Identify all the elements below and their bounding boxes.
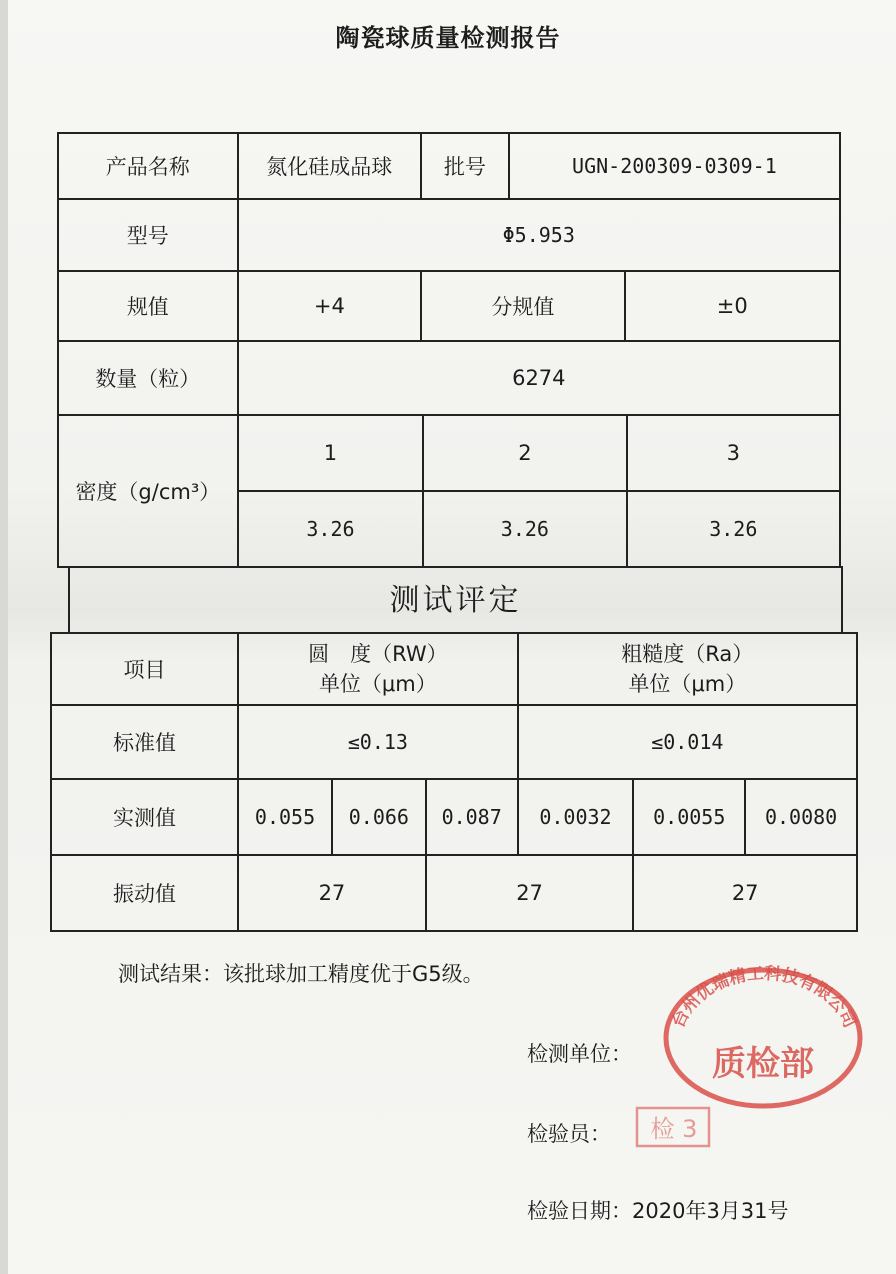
vibration-value-2: 27 xyxy=(426,855,634,931)
product-label: 产品名称 xyxy=(58,133,238,199)
roundness-title: 圆 度（RW） xyxy=(308,642,448,666)
evaluation-table xyxy=(50,632,858,932)
density-header-2: 2 xyxy=(423,415,626,491)
test-result: 测试结果：该批球加工精度优于G5级。 xyxy=(118,962,484,986)
table-row xyxy=(58,415,840,491)
roundness-measured-2: 0.066 xyxy=(332,779,426,855)
inspector-label: 检验员： xyxy=(527,1122,611,1146)
roughness-measured-3: 0.0080 xyxy=(745,779,857,855)
roughness-standard: ≤0.014 xyxy=(518,705,857,779)
model-label: 型号 xyxy=(58,199,238,271)
roundness-measured-3: 0.087 xyxy=(426,779,518,855)
standard-label: 标准值 xyxy=(51,705,238,779)
company-seal xyxy=(658,950,868,1110)
gauge-label: 规值 xyxy=(58,271,238,341)
quantity-label: 数量（粒） xyxy=(58,341,238,415)
svg-text:台州优瑞精工科技有限公司 xyxy=(667,963,859,1031)
roughness-measured-1: 0.0032 xyxy=(518,779,634,855)
roundness-standard: ≤0.13 xyxy=(238,705,517,779)
vibration-label: 振动值 xyxy=(51,855,238,931)
table-row xyxy=(51,779,857,855)
table-row xyxy=(51,633,857,705)
sub-gauge-label: 分规值 xyxy=(421,271,624,341)
roundness-header xyxy=(238,633,517,705)
sub-gauge-value: ±0 xyxy=(625,271,840,341)
roughness-unit: 单位（μm） xyxy=(628,672,747,696)
date-value: 2020年3月31号 xyxy=(632,1199,789,1223)
density-label: 密度（g/cm³） xyxy=(58,415,238,567)
inspection-date xyxy=(527,1195,789,1225)
measured-label: 实测值 xyxy=(51,779,238,855)
table-row xyxy=(58,341,840,415)
inspector-stamp xyxy=(634,1104,714,1150)
table-row xyxy=(58,199,840,271)
dept-label: 检测单位： xyxy=(527,1042,632,1066)
model-value: Φ5.953 xyxy=(238,199,841,271)
date-label: 检验日期： xyxy=(527,1199,632,1223)
roughness-measured-2: 0.0055 xyxy=(633,779,745,855)
density-value-2: 3.26 xyxy=(423,491,626,567)
paper-edge xyxy=(0,0,8,1274)
table-row xyxy=(51,705,857,779)
report-title: 陶瓷球质量检测报告 xyxy=(335,24,561,52)
table-row xyxy=(58,133,840,199)
table-row xyxy=(58,271,840,341)
product-info-table xyxy=(57,132,841,272)
evaluation-heading: 测试评定 xyxy=(68,566,843,632)
item-label: 项目 xyxy=(51,633,238,705)
gauge-value: +4 xyxy=(238,271,422,341)
density-table xyxy=(57,414,841,568)
batch-value: UGN-200309-0309-1 xyxy=(509,133,840,199)
vibration-value-1: 27 xyxy=(238,855,426,931)
product-value: 氮化硅成品球 xyxy=(238,133,421,199)
batch-label: 批号 xyxy=(421,133,509,199)
roughness-title: 粗糙度（Ra） xyxy=(621,642,754,666)
density-header-3: 3 xyxy=(627,415,840,491)
quantity-value: 6274 xyxy=(238,341,840,415)
table-row xyxy=(51,855,857,931)
roundness-unit: 单位（μm） xyxy=(318,672,437,696)
vibration-value-3: 27 xyxy=(633,855,857,931)
roundness-measured-1: 0.055 xyxy=(238,779,332,855)
density-header-1: 1 xyxy=(238,415,423,491)
gauge-table xyxy=(57,270,841,416)
density-value-3: 3.26 xyxy=(627,491,840,567)
seal-center-text: 质检部 xyxy=(712,1044,814,1084)
density-value-1: 3.26 xyxy=(238,491,423,567)
roughness-header xyxy=(518,633,857,705)
seal-ring-text: 台州优瑞精工科技有限公司 xyxy=(668,963,860,1032)
inspector-stamp-text: 检 3 xyxy=(650,1115,698,1143)
